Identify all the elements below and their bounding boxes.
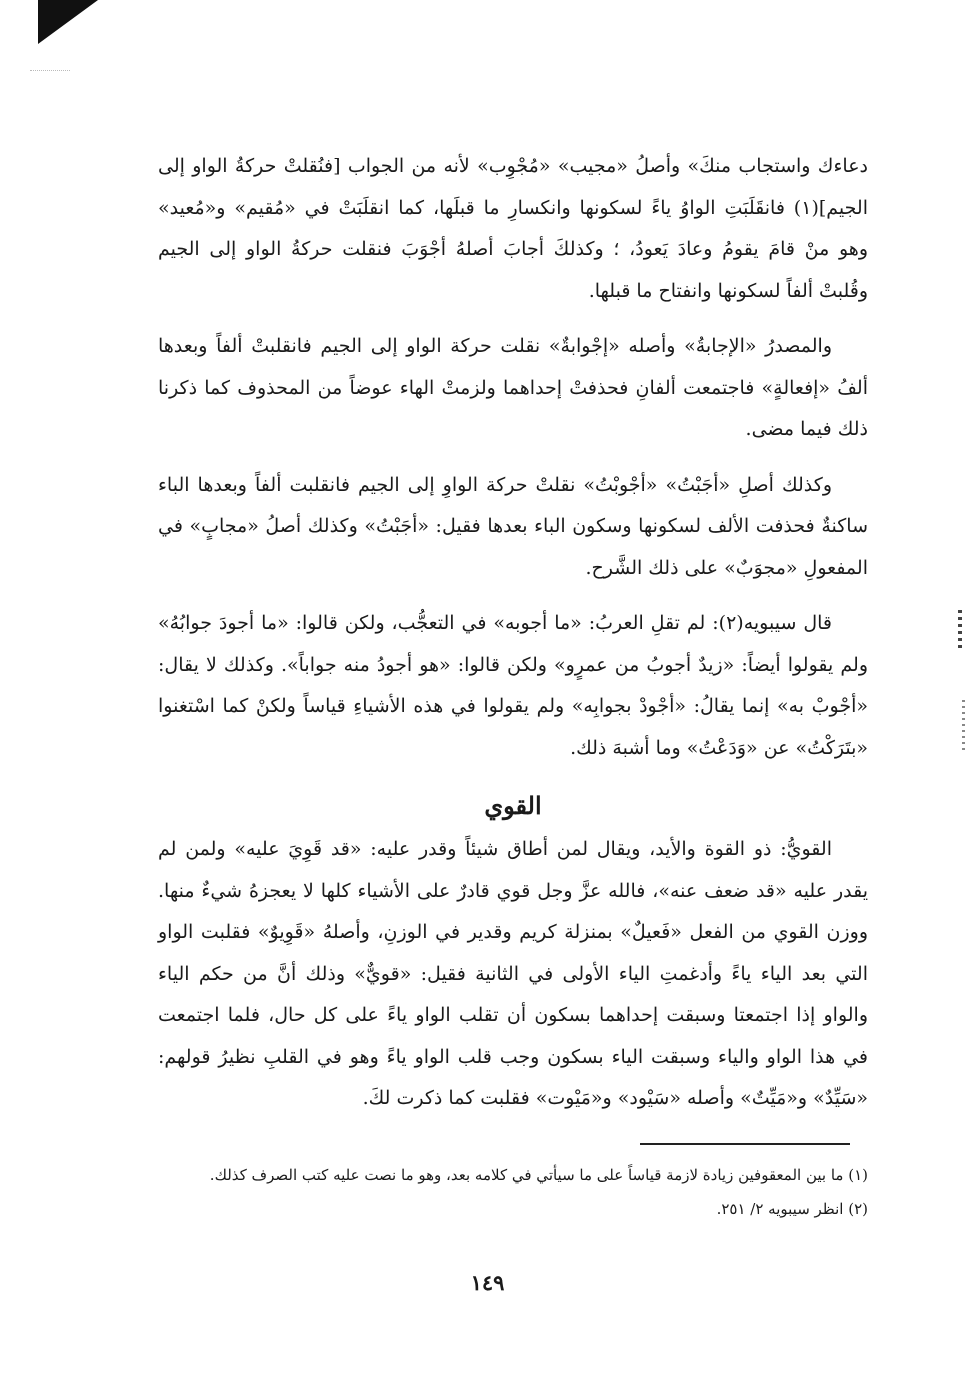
edge-scan-speck xyxy=(962,700,965,750)
corner-scan-mark xyxy=(38,0,98,44)
footnote-1: (١) ما بين المعقوفين زيادة لازمة قياساً على ما سيأتي في كلامه بعد، وهو ما نصت عليه كتب الصرف كذلك. xyxy=(209,1166,868,1184)
paragraph-3: وكذلك أصلِ «أجَبْتُ» «أجْوبْتُ» نقلتْ حركة الواوِ إلى الجيم فانقلبت ألفاً وبعدها الباء ساكنةٌ فحذفت الألف لسكونها وسكون الباء بعدها فقيل: «أجَبْتُ» وكذلك أصلُ «مجابٍ» في المفعولِ «مجوَبٌ» على ذلك الشَّرح. xyxy=(158,473,868,579)
footnote-rule xyxy=(640,1143,850,1145)
footnote-2: (٢) انظر سيبويه ٢/ ٢٥١. xyxy=(716,1200,868,1218)
edge-scan-speck xyxy=(958,610,962,650)
scan-dots xyxy=(30,70,70,72)
paragraph-2: والمصدرُ «الإجابةُ» وأصله «إجْوابةٌ» نقلت حركة الواو إلى الجيم فانقلبتْ ألفاً وبعدها ألفُ «إفعالةٍ» فاجتمعت ألفانِ فحذفتْ إحداهما ولزمتْ الهاء عوضاً من المحذوف كما ذكرنا ذلك فيما مضى. xyxy=(158,335,868,440)
paragraph-4: قال سيبويه(٢): لم تقلِ العربُ: «ما أجوبه» في التعجُّب، ولكن قالوا: «ما أجودَ جوابُهُ» ولم يقولوا أيضاً: «زيدٌ أجوبُ من عمرٍو» ولكن قالوا: «هو أجودُ منه جواباً». وكذلك لا يقال: «أجْوبْ به» إنما يقالُ: «أجْودْ بجوابِه» ولم يقولوا في هذه الأشياءِ قياساً ولكنْ كما اسْتغنوا «بتَرَكْتُ» عن «وَدَعْتُ» وما أشبهَ ذلك. xyxy=(158,612,868,759)
page-number: ١٤٩ xyxy=(470,1270,505,1295)
section-title: القوي xyxy=(484,791,542,820)
section-paragraph: القويُّ: ذو القوة والأيد، ويقال لمن أطاق شيئاً وقدر عليه: «قد قَوِيَ عليه» ولمن لم يقدر عليه «قد ضعف عنه»، فالله عزَّ وجل قوي قادرٌ على الأشياء كلها لا يعجزهُ شيءٌ منها. ووزن القوي من الفعل «فَعيلٌ» بمنزلة كريم وقدير في الوزنِ، وأصلهُ «قَوِيوٌ» فقلبت الواو التي بعد الياء ياءً وأدغمتِ الياء الأولى في الثانية فقيل: «قويٌّ» وذلك أنَّ من حكم الياء والواو إذا اجتمعتا وسبقت إحداهما بسكون أن تقلب الواو ياءً على كل حال، فلما اجتمعت في هذا الواو والياء وسبقت الياء بسكون وجب قلب الواو ياءً وهو في القلبِ نظيرُ قولهم: «سَيِّدٌ» و«مَيِّتٌ» وأصله «سَيْود» و«مَيْوت» فقلبت كما ذكرت لكَ. xyxy=(158,838,868,1109)
paragraph-1: دعاءك واستجاب منكَ» وأصلُ «مجيب» «مُجْوِب» لأنه من الجواب [فنُقلتْ حركةُ الواو إلى الجيم](١) فانقَلَبَتِ الواوُ ياءً لسكونها وانكسارِ ما قبلَها، كما انقلَبَتْ في «مُقيم» و«مُعيد» وهو منْ قامَ يقومُ وعادَ يَعودُ، ؛ وكذلكَ أجابَ أصلهُ أجْوَبَ فنقلت حركةُ الواو إلى الجيم وقُلبتْ ألفاً لسكونها وانفتاح ما قبلها. xyxy=(158,155,868,302)
main-text xyxy=(158,146,868,1134)
footnotes xyxy=(158,1158,868,1226)
